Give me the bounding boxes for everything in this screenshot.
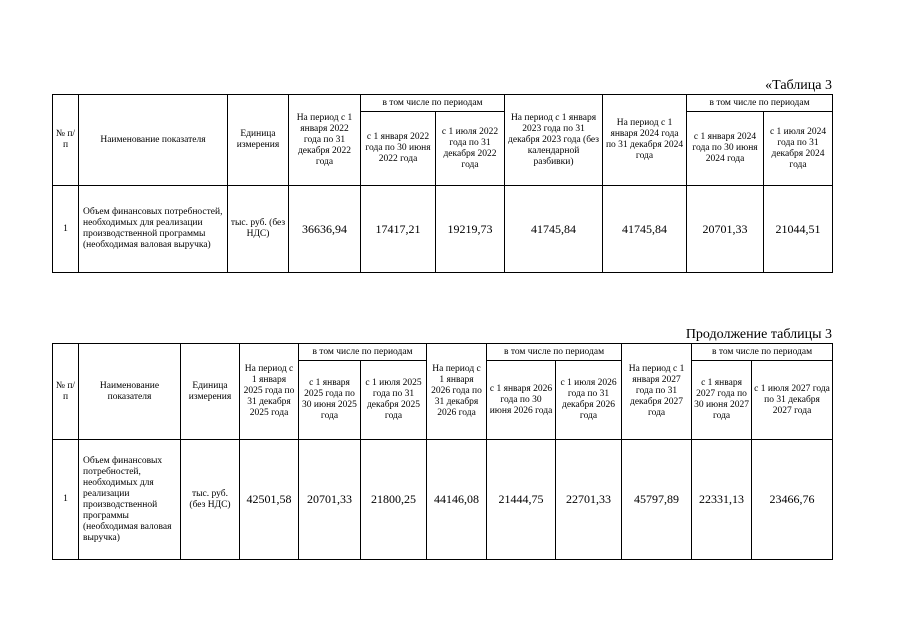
value-2024-h2: 21044,51: [764, 186, 833, 273]
header-group-2024: в том числе по периодам: [687, 95, 833, 112]
value-2022: 36636,94: [289, 186, 361, 273]
value-2027-h1: 22331,13: [692, 440, 752, 560]
header-unit: Единица измерения: [181, 344, 240, 440]
header-2022-h2: с 1 июля 2022 года по 31 декабря 2022 года: [436, 112, 505, 186]
header-2026-h2: с 1 июля 2026 года по 31 декабря 2026 года: [556, 361, 622, 440]
header-no: № п/п: [53, 95, 79, 186]
header-2027-h2: с 1 июля 2027 года по 31 декабря 2027 года: [752, 361, 833, 440]
header-group-2025: в том числе по периодам: [299, 344, 427, 361]
value-2026-h2: 22701,33: [556, 440, 622, 560]
row-no: 1: [53, 440, 79, 560]
header-2022-h1: с 1 января 2022 года по 30 июня 2022 года: [361, 112, 436, 186]
value-2025-h2: 21800,25: [361, 440, 427, 560]
value-2025: 42501,58: [240, 440, 299, 560]
value-2022-h2: 19219,73: [436, 186, 505, 273]
value-2023: 41745,84: [505, 186, 603, 273]
table-caption: «Таблица 3: [765, 78, 832, 93]
header-name: Наименование показателя: [79, 95, 228, 186]
header-2026-h1: с 1 января 2026 года по 30 июня 2026 года: [487, 361, 556, 440]
header-2024-h2: с 1 июля 2024 года по 31 декабря 2024 года: [764, 112, 833, 186]
header-group-2026: в том числе по периодам: [487, 344, 622, 361]
header-period-2024: На период с 1 января 2024 года по 31 декабря 2024 года: [603, 95, 687, 186]
header-group-2022: в том числе по периодам: [361, 95, 505, 112]
header-period-2027: На период с 1 января 2027 года по 31 декабря 2027 года: [622, 344, 692, 440]
header-no: № п/п: [53, 344, 79, 440]
header-period-2022: На период с 1 января 2022 года по 31 декабря 2022 года: [289, 95, 361, 186]
value-2025-h1: 20701,33: [299, 440, 361, 560]
financial-table-2022-2024: [52, 94, 833, 273]
value-2027-h2: 23466,76: [752, 440, 833, 560]
table-continuation-caption: Продолжение таблицы 3: [685, 327, 832, 342]
value-2027: 45797,89: [622, 440, 692, 560]
row-unit: тыс. руб. (без НДС): [228, 186, 289, 273]
header-name: Наименование показателя: [79, 344, 181, 440]
value-2024-h1: 20701,33: [687, 186, 764, 273]
header-unit: Единица измерения: [228, 95, 289, 186]
value-2026-h1: 21444,75: [487, 440, 556, 560]
table-row: [53, 186, 833, 273]
table-row: [53, 440, 833, 560]
header-period-2026: На период с 1 января 2026 года по 31 декабря 2026 года: [427, 344, 487, 440]
financial-table-2025-2027: [52, 343, 833, 560]
header-2024-h1: с 1 января 2024 года по 30 июня 2024 года: [687, 112, 764, 186]
header-2027-h1: с 1 января 2027 года по 30 июня 2027 года: [692, 361, 752, 440]
header-period-2025: На период с 1 января 2025 года по 31 декабря 2025 года: [240, 344, 299, 440]
row-name: Объем финансовых потребностей, необходимых для реализации производственной программы (необходимая валовая выручка): [79, 186, 228, 273]
value-2022-h1: 17417,21: [361, 186, 436, 273]
header-period-2023: На период с 1 января 2023 года по 31 декабря 2023 года (без календарной разбивки): [505, 95, 603, 186]
row-name: Объем финансовых потребностей, необходимых для реализации производственной программы (необходимая валовая выручка): [79, 440, 181, 560]
header-2025-h1: с 1 января 2025 года по 30 июня 2025 года: [299, 361, 361, 440]
header-2025-h2: с 1 июля 2025 года по 31 декабря 2025 года: [361, 361, 427, 440]
value-2026: 44146,08: [427, 440, 487, 560]
header-group-2027: в том числе по периодам: [692, 344, 833, 361]
row-no: 1: [53, 186, 79, 273]
row-unit: тыс. руб. (без НДС): [181, 440, 240, 560]
value-2024: 41745,84: [603, 186, 687, 273]
